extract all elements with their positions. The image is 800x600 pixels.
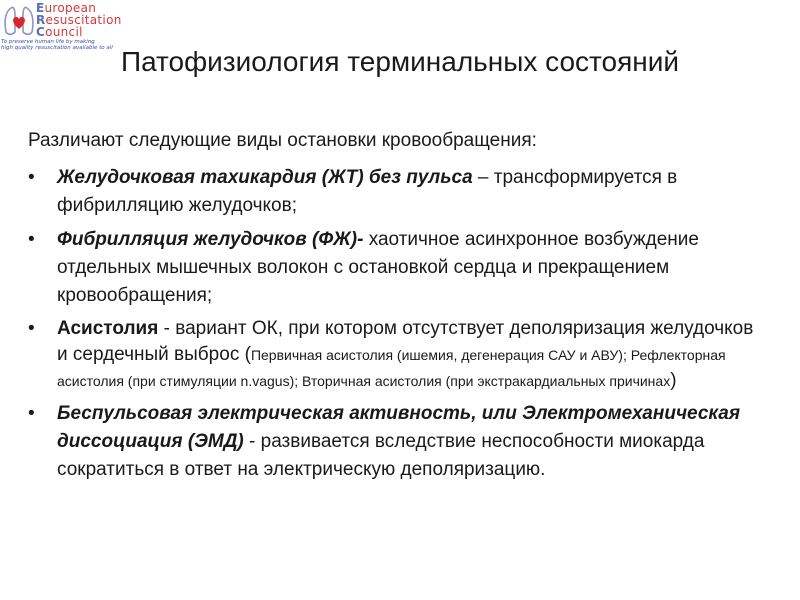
heart-lungs-icon bbox=[2, 2, 36, 40]
logo-wordmark bbox=[36, 2, 134, 38]
bullet-text: - вариант ОК, при котором отсутствует деполяризация желудочков и сердечный выброс ( bbox=[57, 318, 754, 365]
list-item-vf bbox=[28, 226, 768, 310]
logo-line: Resuscitation bbox=[36, 13, 122, 27]
bullet-marker: • bbox=[28, 229, 35, 250]
bullet-marker: • bbox=[28, 318, 35, 339]
bullet-list bbox=[28, 164, 768, 490]
bullet-close: ) bbox=[670, 370, 677, 391]
bullet-term: Фибрилляция желудочков (ФЖ)- bbox=[57, 229, 364, 250]
bullet-term: Беспульсовая электрическая активность, или Электромеханическая диссоциация (ЭМД) bbox=[57, 403, 741, 452]
bullet-marker: • bbox=[28, 167, 35, 188]
bullet-term: Желудочковая тахикардия (ЖТ) без пульса bbox=[57, 167, 473, 188]
logo-line: European bbox=[36, 1, 97, 15]
bullet-term: Асистолия bbox=[57, 318, 159, 339]
list-item-vt bbox=[28, 164, 768, 220]
erc-logo bbox=[0, 0, 136, 52]
bullet-marker: • bbox=[28, 403, 35, 424]
bullet-text: - развивается вследствие неспособности миокарда сократиться в ответ на электрическую деполяризацию. bbox=[57, 431, 705, 480]
list-item-pea bbox=[28, 400, 768, 484]
bullet-text: хаотичное асинхронное возбуждение отдельных мышечных волокон с остановкой сердца и прекращением кровообращения; bbox=[57, 229, 699, 306]
list-item-asystole bbox=[28, 316, 768, 394]
intro-text: Различают следующие виды остановки кровообращения: bbox=[28, 130, 537, 151]
bullet-text: – трансформируется в фибрилляцию желудочков; bbox=[57, 167, 678, 216]
logo-line: Council bbox=[36, 25, 83, 39]
logo-tagline: To preserve human life by making high quality resuscitation available to all bbox=[1, 39, 113, 51]
bullet-note: Первичная асистолия (ишемия, дегенерация САУ и АВУ); Рефлекторная асистолия (при стимуляции n.vagus); Вторичная асистолия (при экстракардиальных причинах bbox=[57, 347, 726, 389]
slide-title: Патофизиология терминальных состояний bbox=[120, 46, 680, 77]
